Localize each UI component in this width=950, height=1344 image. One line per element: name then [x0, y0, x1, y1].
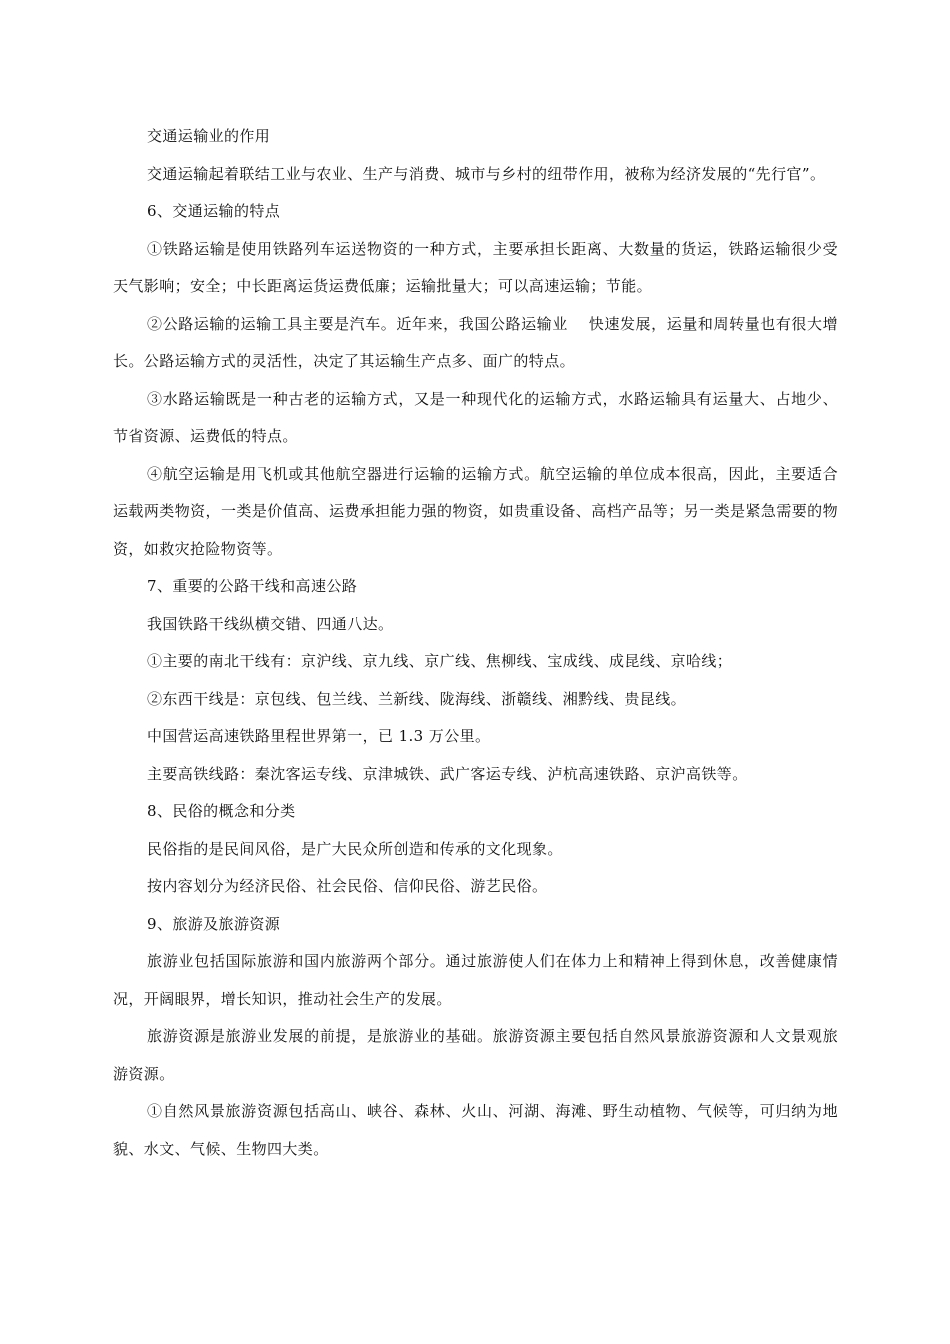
paragraph-east-west-lines: ②东西干线是：京包线、包兰线、兰新线、陇海线、浙赣线、湘黔线、贵昆线。 [147, 689, 687, 708]
paragraph-north-south-lines: ①主要的南北干线有：京沪线、京九线、京广线、焦柳线、宝成线、成昆线、京哈线； [147, 652, 733, 670]
paragraph-folk-custom-categories: 按内容划分为经济民俗、社会民俗、信仰民俗、游艺民俗。 [147, 877, 548, 895]
section-heading-8: 8、民俗的概念和分类 [147, 802, 296, 820]
document-body [113, 118, 838, 1168]
paragraph-tourism-resources: 旅游资源是旅游业发展的前提，是旅游业的基础。旅游资源主要包括自然风景旅游资源和人文景观旅游资源。 [113, 1027, 838, 1083]
section-heading-transport-role: 交通运输业的作用 [147, 127, 271, 145]
paragraph-waterway: ③水路运输既是一种古老的运输方式，又是一种现代化的运输方式，水路运输具有运量大、占地少、节省资源、运费低的特点。 [113, 389, 838, 445]
paragraph-folk-custom-definition: 民俗指的是民间风俗，是广大民众所创造和传承的文化现象。 [147, 839, 563, 858]
paragraph-high-speed-lines: 主要高铁线路：秦沈客运专线、京津城铁、武广客运专线、泸杭高速铁路、京沪高铁等。 [147, 764, 748, 783]
paragraph-aviation: ④航空运输是用飞机或其他航空器进行运输的运输方式。航空运输的单位成本很高，因此，主要适合运载两类物资，一类是价值高、运费承担能力强的物资，如贵重设备、高档产品等；另一类是紧急需要的物资，如救灾抢险物资等。 [113, 464, 838, 558]
paragraph-railway: ①铁路运输是使用铁路列车运送物资的一种方式，主要承担长距离、大数量的货运，铁路运输很少受天气影响；安全；中长距离运货运费低廉；运输批量大；可以高速运输；节能。 [113, 239, 838, 295]
paragraph-highway: ②公路运输的运输工具主要是汽车。近年来，我国公路运输业 快速发展，运量和周转量也有很大增长。公路运输方式的灵活性，决定了其运输生产点多、面广的特点。 [113, 314, 838, 370]
paragraph-tourism-industry: 旅游业包括国际旅游和国内旅游两个部分。通过旅游使人们在体力上和精神上得到休息，改善健康情况，开阔眼界，增长知识，推动社会生产的发展。 [113, 952, 838, 1008]
section-heading-9: 9、旅游及旅游资源 [147, 914, 281, 933]
section-heading-6: 6、交通运输的特点 [147, 202, 281, 220]
paragraph-natural-scenery: ①自然风景旅游资源包括高山、峡谷、森林、火山、河湖、海滩、野生动植物、气候等，可归纳为地貌、水文、气候、生物四大类。 [113, 1102, 838, 1158]
paragraph-high-speed-mileage: 中国营运高速铁路里程世界第一，已 1.3 万公里。 [147, 727, 491, 745]
paragraph-railway-network: 我国铁路干线纵横交错、四通八达。 [147, 614, 394, 633]
paragraph-transport-role: 交通运输起着联结工业与农业、生产与消费、城市与乡村的纽带作用，被称为经济发展的“先行官”。 [147, 164, 826, 183]
section-heading-7: 7、重要的公路干线和高速公路 [147, 577, 358, 595]
